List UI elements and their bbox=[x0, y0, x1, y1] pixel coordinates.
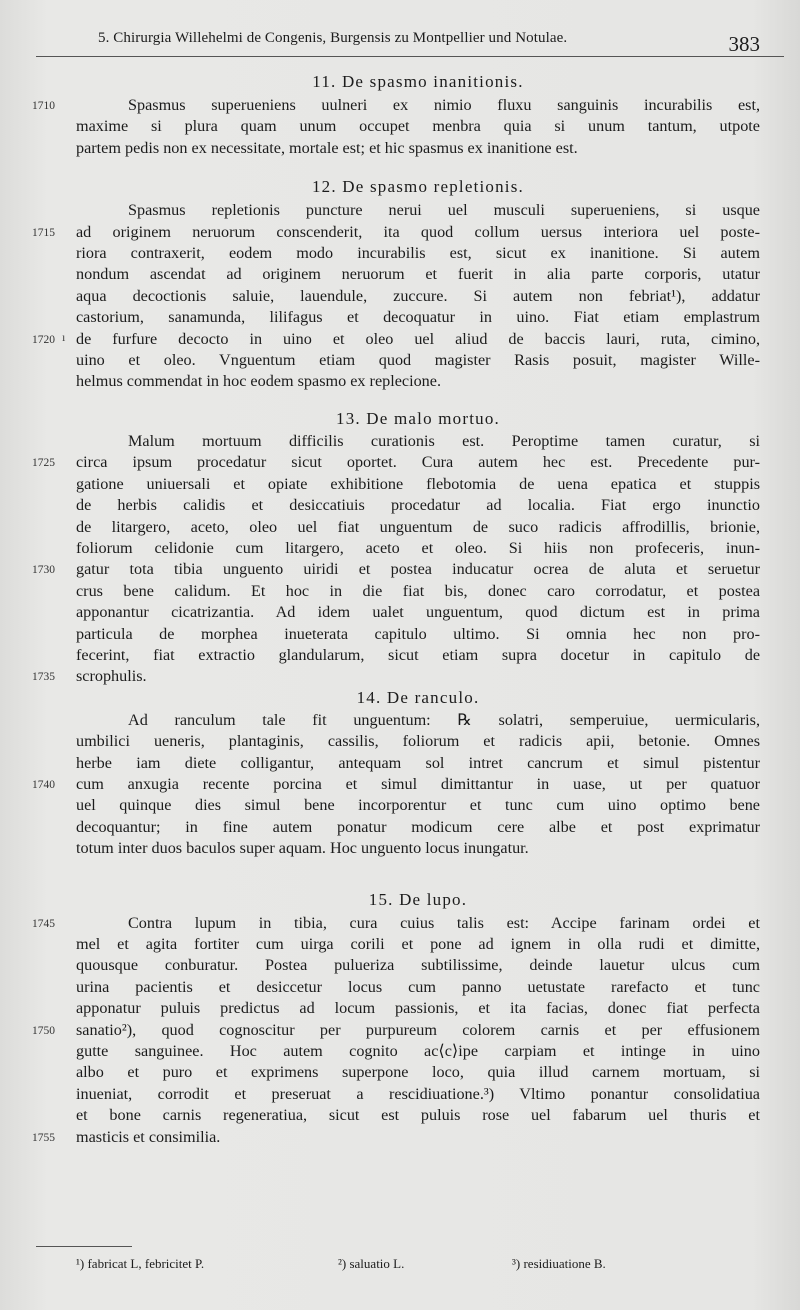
line-text: crus bene calidum. Et hoc in die fiat bis, donec caro corrodatur, et postea bbox=[76, 581, 760, 600]
line-text: scrophulis. bbox=[76, 667, 147, 686]
line-text: de furfure decocto in uino et oleo uel aliud de baccis lauri, ruta, cimino, bbox=[76, 329, 760, 348]
line-text: Malum mortuum difficilis curationis est. Peroptime tamen curatur, si bbox=[128, 431, 760, 450]
text-line bbox=[32, 329, 760, 350]
line-number: 1715 bbox=[32, 226, 55, 239]
line-text: uino et oleo. Vnguentum etiam quod magister Rasis posuit, magister Wille- bbox=[76, 351, 760, 370]
footnote-3: ³) residiuatione B. bbox=[512, 1256, 606, 1271]
text-line bbox=[76, 431, 760, 452]
line-number: 1725 bbox=[32, 457, 55, 470]
margin-mark: ı bbox=[62, 330, 66, 344]
text-line bbox=[76, 264, 760, 285]
line-text: Contra lupum in tibia, cura cuius talis est: Accipe farinam ordei et bbox=[128, 913, 760, 932]
text-line bbox=[76, 1105, 760, 1126]
text-line bbox=[32, 666, 760, 687]
text-line bbox=[76, 1084, 760, 1105]
footnote-2: ²) saluatio L. bbox=[338, 1256, 405, 1271]
header-rule bbox=[36, 56, 784, 57]
line-text: helmus commendat in hoc eodem spasmo ex replecione. bbox=[76, 372, 442, 391]
text-line bbox=[76, 138, 760, 159]
section-title: 12. De spasmo repletionis. bbox=[311, 177, 525, 197]
line-text: ad originem neruorum conscenderit, ita quod collum uersus interiora uel poste- bbox=[76, 222, 760, 241]
text-line bbox=[76, 1062, 760, 1083]
line-text: foliorum celidonie cum litargero, aceto et oleo. Si hiis non profeceris, inun- bbox=[76, 538, 760, 557]
text-line bbox=[76, 538, 760, 559]
text-line bbox=[76, 371, 760, 392]
text-line bbox=[76, 474, 760, 495]
text-line bbox=[32, 774, 760, 795]
line-text: apponantur cicatrizantia. Ad idem ualet unguentum, quod dictum est in prima bbox=[76, 603, 760, 622]
line-text: de herbis calidis et desiccatiuis procedatur ad localia. Fiat ergo inunctio bbox=[76, 496, 760, 515]
text-line bbox=[76, 753, 760, 774]
text-line bbox=[76, 998, 760, 1019]
line-text: nondum ascendat ad originem neruorum et fuerit in alia parte corporis, utatur bbox=[76, 265, 760, 284]
text-line bbox=[32, 222, 760, 243]
line-text: et bone carnis regeneratiua, sicut est puluis rose uel fabarum uel thuris et bbox=[76, 1106, 760, 1125]
text-line bbox=[76, 581, 760, 602]
text-line bbox=[32, 559, 760, 580]
text-line bbox=[76, 350, 760, 371]
line-text: totum inter duos baculos super aquam. Hoc unguento locus inungatur. bbox=[76, 839, 529, 858]
line-text: Spasmus superueniens uulneri ex nimio fluxu sanguinis incurabilis est, bbox=[128, 96, 760, 114]
text-line bbox=[32, 1020, 760, 1041]
section-title: 13. De malo mortuo. bbox=[336, 408, 500, 428]
text-line bbox=[76, 200, 760, 221]
line-number: 1720 bbox=[32, 333, 55, 346]
section-title: 15. De lupo. bbox=[368, 889, 468, 909]
text-line bbox=[76, 243, 760, 264]
text-line bbox=[76, 495, 760, 516]
line-text: aqua decoctionis saluie, lauendule, zuccure. Si autem non febriat¹), addatur bbox=[76, 286, 760, 305]
line-text: cum anxugia recente porcina et simul dimittantur in uase, ut per quatuor bbox=[76, 774, 760, 793]
text-line bbox=[76, 602, 760, 623]
text-line bbox=[76, 731, 760, 752]
line-text: gutte sanguinee. Hoc autem cognito ac⟨c⟩ipe carpiam et intinge in uino bbox=[76, 1042, 760, 1061]
line-text: decoquantur; in fine autem ponatur modicum cere albe et post exprimatur bbox=[76, 817, 760, 836]
line-text: urina pacientis et desiccetur locus cum panno uetustate rarefacto et tunc bbox=[76, 977, 760, 996]
line-text: circa ipsum procedatur sicut oportet. Cura autem hec est. Precedente pur- bbox=[76, 453, 760, 472]
line-text: masticis et consimilia. bbox=[76, 1127, 221, 1146]
line-text: sanatio²), quod cognoscitur per purpureum colorem carnis et per effusionem bbox=[76, 1020, 760, 1039]
line-text: castorium, sanamunda, lilifagus et decoquatur in uino. Fiat etiam emplastrum bbox=[76, 308, 760, 327]
text-line bbox=[32, 913, 760, 934]
text-line bbox=[76, 817, 760, 838]
page-number: 383 bbox=[728, 32, 760, 56]
line-number: 1750 bbox=[32, 1024, 55, 1037]
line-text: Spasmus repletionis puncture nerui uel musculi superueniens, si usque bbox=[128, 201, 760, 220]
text-line bbox=[32, 95, 760, 116]
line-text: mel et agita fortiter cum uirga corili et pone ad ignem in olla rudi et dimitte, bbox=[76, 935, 760, 953]
text-line bbox=[76, 1041, 760, 1062]
line-text: riora contraxerit, eodem modo incurabilis est, sicut ex inanitione. Si autem bbox=[76, 244, 760, 263]
text-line bbox=[76, 624, 760, 645]
line-text: quousque conburatur. Postea pulueriza subtilissime, deinde lauetur ulcus cum bbox=[76, 956, 760, 975]
line-text: apponatur puluis predictus ad locum passionis, et ita facias, donec fiat perfecta bbox=[76, 999, 760, 1018]
text-line bbox=[76, 934, 760, 955]
text-line bbox=[76, 955, 760, 976]
text-line bbox=[32, 452, 760, 473]
line-number: 1735 bbox=[32, 671, 55, 684]
line-text: particula de morphea inueterata capitulo ultimo. Si omnia hec non pro- bbox=[76, 624, 760, 643]
line-text: umbilici ueneris, plantaginis, cassilis, foliorum et radicis apii, betonie. Omnes bbox=[76, 732, 760, 751]
text-line bbox=[76, 116, 760, 137]
line-text: Ad ranculum tale fit unguentum: ℞ solatri, semperuiue, uermicularis, bbox=[128, 710, 760, 729]
line-number: 1755 bbox=[32, 1131, 55, 1144]
text-body bbox=[32, 72, 760, 1148]
line-number: 1730 bbox=[32, 564, 55, 577]
line-number: 1710 bbox=[32, 100, 55, 112]
text-line bbox=[76, 645, 760, 666]
section-title: 14. De ranculo. bbox=[356, 687, 480, 707]
line-text: inueniat, corrodit et preseruat a rescidiuatione.³) Vltimo ponantur consolidatiua bbox=[76, 1084, 760, 1103]
footnote-1: ¹) fabricat L, febricitet P. bbox=[76, 1256, 205, 1271]
line-text: fecerint, fiat extractio glandularum, sicut etiam supra docetur in capitulo de bbox=[76, 645, 760, 664]
section-title: 11. De spasmo inanitionis. bbox=[312, 72, 524, 91]
line-text: gatione uniuersali et opiate exhibitione flebotomia de uena epatica et stuppis bbox=[76, 474, 760, 493]
line-text: uel quinque dies simul bene incorporentur et tunc cum uino optimo bene bbox=[76, 796, 760, 815]
text-line bbox=[76, 517, 760, 538]
running-head: 5. Chirurgia Willehelmi de Congenis, Burgensis zu Montpellier und Notulae. bbox=[98, 30, 568, 46]
line-text: herbe iam diete colligantur, antequam sol intret cancrum et simul pistentur bbox=[76, 753, 760, 772]
line-text: de litargero, aceto, oleo uel fiat unguentum de suco radicis affrodillis, brionie, bbox=[76, 517, 760, 536]
line-text: albo et puro et exprimens superpone loco, quia illud carnem mortuam, si bbox=[76, 1063, 760, 1082]
text-line bbox=[32, 1127, 760, 1148]
line-number: 1745 bbox=[32, 917, 55, 930]
text-line bbox=[76, 977, 760, 998]
footnote-rule bbox=[36, 1246, 132, 1247]
line-text: maxime si plura quam unum occupet menbra quia si unum tantum, utpote bbox=[76, 117, 760, 136]
text-line bbox=[76, 307, 760, 328]
line-text: gatur tota tibia unguento uiridi et postea inducatur ocrea de aluta et seruetur bbox=[76, 560, 760, 579]
text-line bbox=[76, 286, 760, 307]
line-text: partem pedis non ex necessitate, mortale est; et hic spasmus ex inanitione est. bbox=[76, 138, 578, 157]
text-line bbox=[76, 838, 760, 859]
text-line bbox=[76, 795, 760, 816]
line-number: 1740 bbox=[32, 778, 55, 791]
text-line bbox=[76, 710, 760, 731]
